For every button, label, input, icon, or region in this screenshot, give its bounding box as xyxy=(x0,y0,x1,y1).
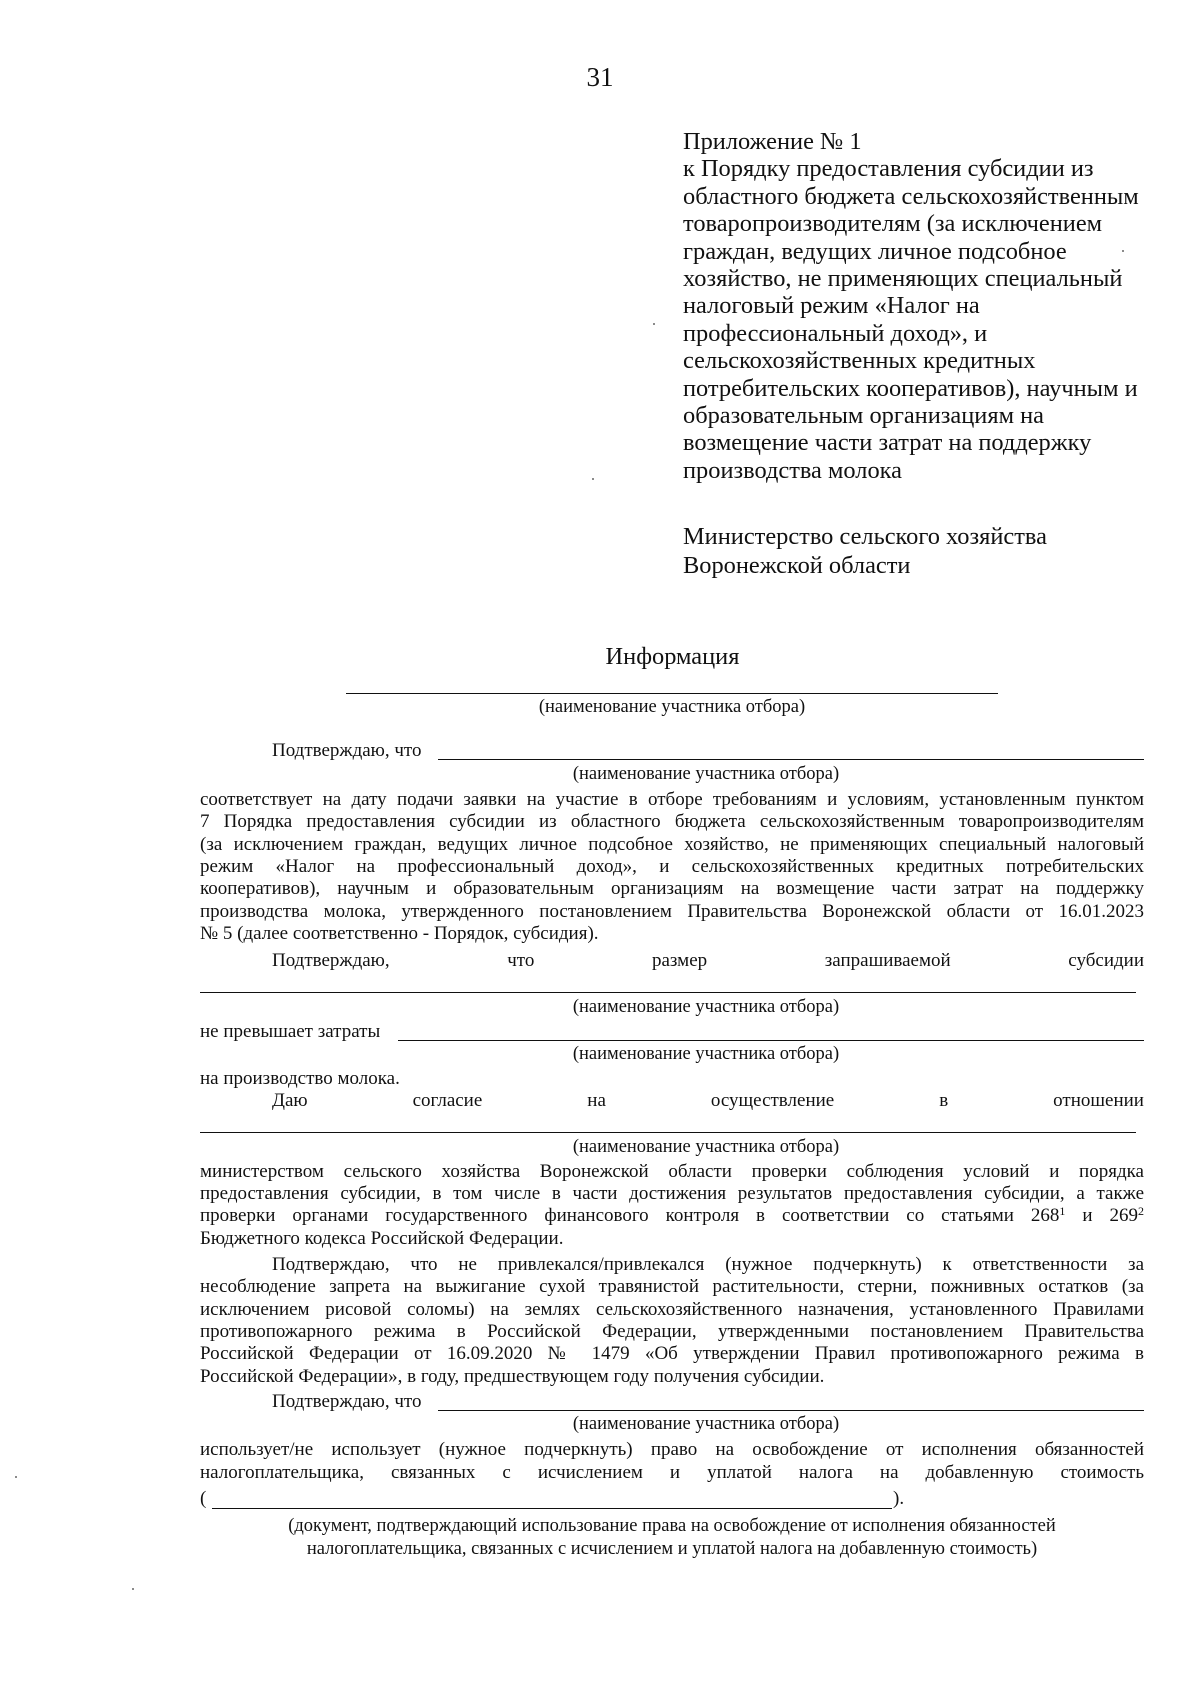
appendix-line: профессиональный доход», и xyxy=(683,319,988,347)
scan-speck xyxy=(653,323,655,325)
appendix-block xyxy=(683,128,1153,484)
word: на xyxy=(587,1090,606,1111)
participant-name-line[interactable] xyxy=(438,759,1144,760)
addressee-block xyxy=(683,522,1153,580)
paren-open: ( xyxy=(200,1488,207,1509)
word: отношении xyxy=(1053,1090,1144,1111)
word: что xyxy=(507,950,535,971)
confirm-label: Подтверждаю, что xyxy=(272,740,422,761)
para2-line: Бюджетного кодекса Российской Федерации. xyxy=(200,1228,564,1249)
para1-line: режим «Налог на профессиональный доход», и сельскохозяйственных кредитных потребительских xyxy=(200,856,1144,877)
para1-line: 7 Порядка предоставления субсидии из областного бюджета сельскохозяйственным товаропроизводителям xyxy=(200,811,1144,832)
field-caption: (наименование участника отбора) xyxy=(572,1044,840,1064)
scan-speck xyxy=(15,1476,17,1478)
addressee-line: Воронежской области xyxy=(683,552,911,579)
para2-line: предоставления субсидии, в том числе в части достижения результатов предоставления субсидии, а также xyxy=(200,1183,1144,1204)
appendix-line: хозяйство, не применяющих специальный xyxy=(683,265,1123,293)
para2-line: министерством сельского хозяйства Воронежской области проверки соблюдения условий и порядка xyxy=(200,1161,1144,1182)
appendix-line: образовательным организациям на xyxy=(683,402,1044,430)
confirm-label: Подтверждаю, что xyxy=(272,1391,422,1412)
addressee-line: Министерство сельского хозяйства xyxy=(683,523,1047,550)
page-number: 31 xyxy=(586,62,614,92)
word: в xyxy=(939,1090,949,1111)
not-exceed-label: не превышает затраты xyxy=(200,1021,381,1042)
milk-line: на производство молока. xyxy=(200,1068,400,1089)
word: запрашиваемой xyxy=(824,950,951,971)
field-caption: (наименование участника отбора) xyxy=(572,1414,840,1434)
paren-close: ). xyxy=(893,1488,905,1509)
para3-line: противопожарного режима в Российской Федерации, утвержденными постановлением Правительства xyxy=(200,1321,1144,1342)
para1-line: соответствует на дату подачи заявки на участие в отборе требованиям и условиям, установленным пунктом xyxy=(200,789,1144,810)
participant-name-line[interactable] xyxy=(438,1410,1144,1411)
para1-line: (за исключением граждан, ведущих личное подсобное хозяйство, не применяющих специальный налоговый xyxy=(200,834,1144,855)
scan-speck xyxy=(1122,250,1124,252)
word: согласие xyxy=(412,1090,483,1111)
field-caption: (наименование участника отбора) xyxy=(572,997,840,1017)
field-caption: (наименование участника отбора) xyxy=(572,1137,840,1157)
word: осуществление xyxy=(710,1090,835,1111)
participant-name-line[interactable] xyxy=(346,693,998,694)
superscript: 2 xyxy=(1138,1204,1145,1218)
appendix-line: потребительских кооперативов), научным и xyxy=(683,374,1138,402)
participant-name-line[interactable] xyxy=(398,1040,1144,1041)
word: Подтверждаю, xyxy=(272,950,390,971)
para4-line: использует/не использует (нужное подчеркнуть) право на освобождение от исполнения обязанностей xyxy=(200,1439,1144,1460)
document-name-line[interactable] xyxy=(212,1508,892,1509)
appendix-line: возмещение части затрат на поддержку xyxy=(683,429,1092,457)
para3-line: несоблюдение запрета на выжигание сухой травянистой растительности, стерни, пожнивных остатков (за xyxy=(200,1276,1144,1297)
para4-line: налогоплательщика, связанных с исчислением и уплатой налога на добавленную стоимость xyxy=(200,1462,1144,1483)
para3-line: Подтверждаю, что не привлекался/привлекался (нужное подчеркнуть) к ответственности за xyxy=(272,1254,1144,1275)
appendix-line: Приложение № 1 xyxy=(683,128,862,155)
superscript: 1 xyxy=(1059,1204,1066,1218)
para3-line: исключением рисовой соломы) на землях сельскохозяйственного назначения, установленного Правилами xyxy=(200,1299,1144,1320)
participant-name-line[interactable] xyxy=(200,992,1136,993)
para3-line: Российской Федерации», в году, предшествующем году получения субсидии. xyxy=(200,1366,825,1387)
para2-line xyxy=(200,1205,1144,1227)
para1-line: кооперативов), научным и образовательным организациям на возмещение части затрат на поддержку xyxy=(200,878,1144,899)
appendix-line: налоговый режим «Налог на xyxy=(683,292,980,320)
appendix-line: товаропроизводителям (за исключением xyxy=(683,210,1103,238)
appendix-line: сельскохозяйственных кредитных xyxy=(683,347,1036,375)
text: и 269 xyxy=(1082,1205,1139,1226)
word: Даю xyxy=(272,1090,308,1111)
para1-line: № 5 (далее соответственно - Порядок, субсидия). xyxy=(200,923,599,944)
field-caption: (наименование участника отбора) xyxy=(572,764,840,784)
para1-line: производства молока, утвержденного постановлением Правительства Воронежской области от 16.01.2023 xyxy=(200,901,1144,922)
document-caption: (документ, подтверждающий использование права на освобождение от исполнения обязанностей xyxy=(288,1516,1056,1536)
appendix-line: областного бюджета сельскохозяйственным xyxy=(683,182,1139,210)
appendix-line: граждан, ведущих личное подсобное xyxy=(683,237,1067,265)
consent-line xyxy=(272,1090,1144,1112)
scan-speck xyxy=(132,1588,134,1590)
para3-line: Российской Федерации от 16.09.2020 № 1479 «Об утверждении Правил противопожарного режима в xyxy=(200,1343,1144,1364)
appendix-line: к Порядку предоставления субсидии из xyxy=(683,155,1094,183)
word: субсидии xyxy=(1068,950,1144,971)
document-title: Информация xyxy=(605,643,740,670)
participant-name-line[interactable] xyxy=(200,1132,1136,1133)
scan-speck xyxy=(592,478,594,480)
field-caption: (наименование участника отбора) xyxy=(538,697,806,717)
document-caption: налогоплательщика, связанных с исчислением и уплатой налога на добавленную стоимость) xyxy=(306,1539,1038,1559)
size-confirm-line xyxy=(272,950,1144,972)
word: размер xyxy=(652,950,708,971)
appendix-line: производства молока xyxy=(683,456,902,484)
text: проверки органами государственного финансового контроля в соответствии со статьями 268 xyxy=(200,1205,1060,1226)
